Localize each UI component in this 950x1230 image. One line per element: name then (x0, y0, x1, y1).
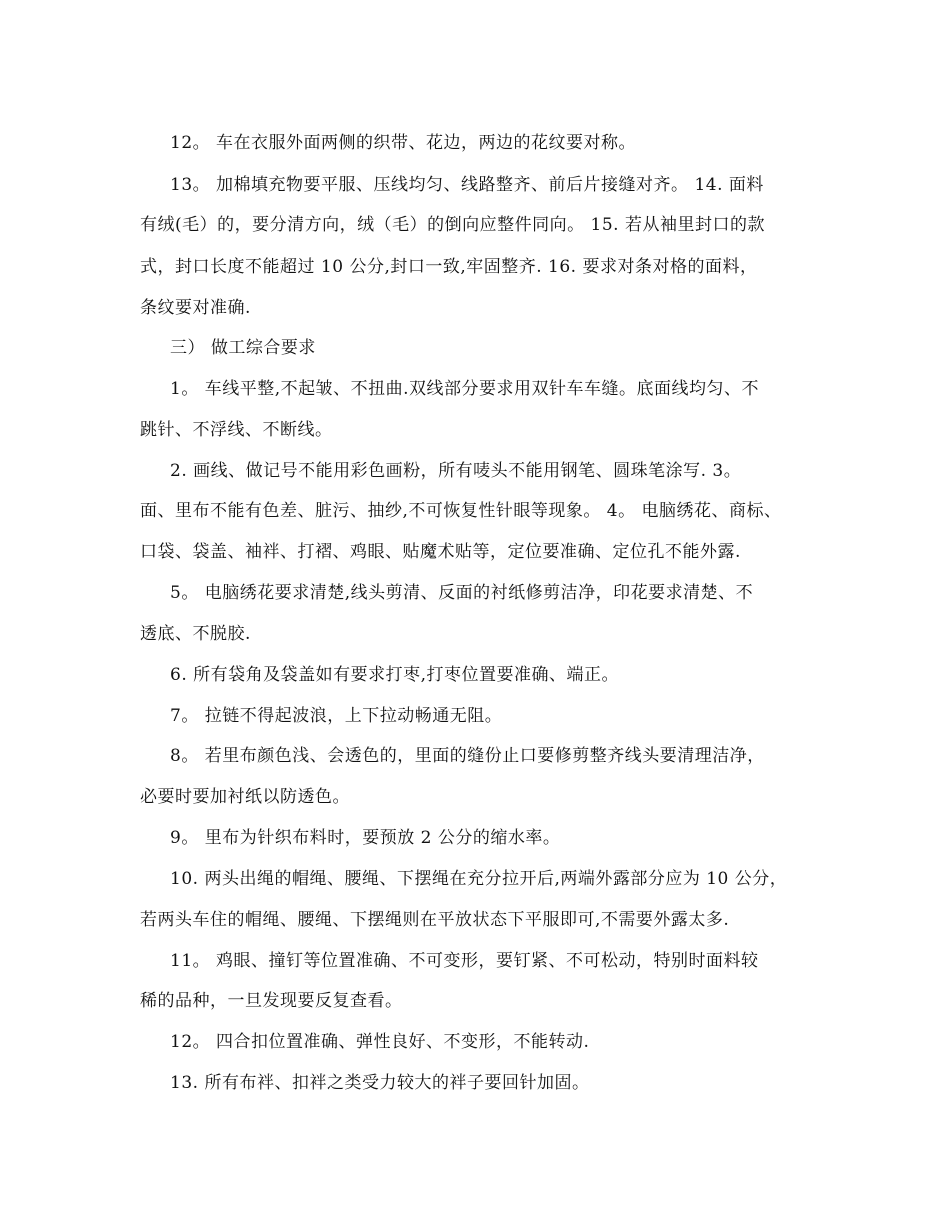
text-line: 7。 拉链不得起波浪，上下拉动畅通无阻。 (170, 706, 503, 726)
text-line: 口袋、袋盖、袖袢、打褶、鸡眼、贴魔术贴等，定位要准确、定位孔不能外露. (140, 542, 741, 562)
text-line: 若两头车住的帽绳、腰绳、下摆绳则在平放状态下平服即可,不需要外露太多. (140, 910, 730, 930)
text-line: 9。 里布为针织布料时，要预放 2 公分的缩水率。 (170, 828, 561, 848)
text-line: 5。 电脑绣花要求清楚,线头剪清、反面的衬纸修剪洁净，印花要求清楚、不 (170, 583, 754, 603)
text-line: 12。 四合扣位置准确、弹性良好、不变形，不能转动. (170, 1032, 590, 1052)
text-line: 跳针、不浮线、不断线。 (140, 420, 333, 440)
text-line: 12。 车在衣服外面两侧的织带、花边，两边的花纹要对称。 (170, 133, 637, 153)
text-line: 透底、不脱胶. (140, 624, 251, 644)
text-line: 条纹要对准确. (140, 298, 251, 318)
text-line: 13。 加棉填充物要平服、压线均匀、线路整齐、前后片接缝对齐。 14. 面料 (170, 175, 764, 195)
text-line: 6. 所有袋角及袋盖如有要求打枣,打枣位置要准确、端正。 (170, 665, 620, 685)
text-line: 面、里布不能有色差、脏污、抽纱,不可恢复性针眼等现象。 4。 电脑绣花、商标、 (140, 501, 782, 521)
text-line: 11。 鸡眼、撞钉等位置准确、不可变形，要钉紧、不可松动，特别时面料较 (170, 951, 759, 971)
text-line: 稀的品种，一旦发现要反复查看。 (140, 991, 403, 1011)
text-line: 2. 画线、做记号不能用彩色画粉，所有唛头不能用钢笔、圆珠笔涂写. 3。 (170, 461, 742, 481)
text-line: 必要时要加衬纸以防透色。 (140, 787, 350, 807)
text-line: 13. 所有布袢、扣袢之类受力较大的袢子要回针加固。 (170, 1073, 590, 1093)
section-heading: 三） 做工综合要求 (170, 338, 316, 358)
text-line: 8。 若里布颜色浅、会透色的，里面的缝份止口要修剪整齐线头要清理洁净， (170, 746, 765, 766)
text-line: 1。 车线平整,不起皱、不扭曲.双线部分要求用双针车车缝。底面线均匀、不 (170, 379, 760, 399)
text-line: 有绒(毛）的，要分清方向，绒（毛）的倒向应整件同向。 15. 若从袖里封口的款 (140, 215, 765, 235)
text-line: 式，封口长度不能超过 10 公分,封口一致,牢固整齐. 16. 要求对条对格的面料， (140, 257, 758, 277)
text-line: 10. 两头出绳的帽绳、腰绳、下摆绳在充分拉开后,两端外露部分应为 10 公分， (170, 869, 788, 889)
